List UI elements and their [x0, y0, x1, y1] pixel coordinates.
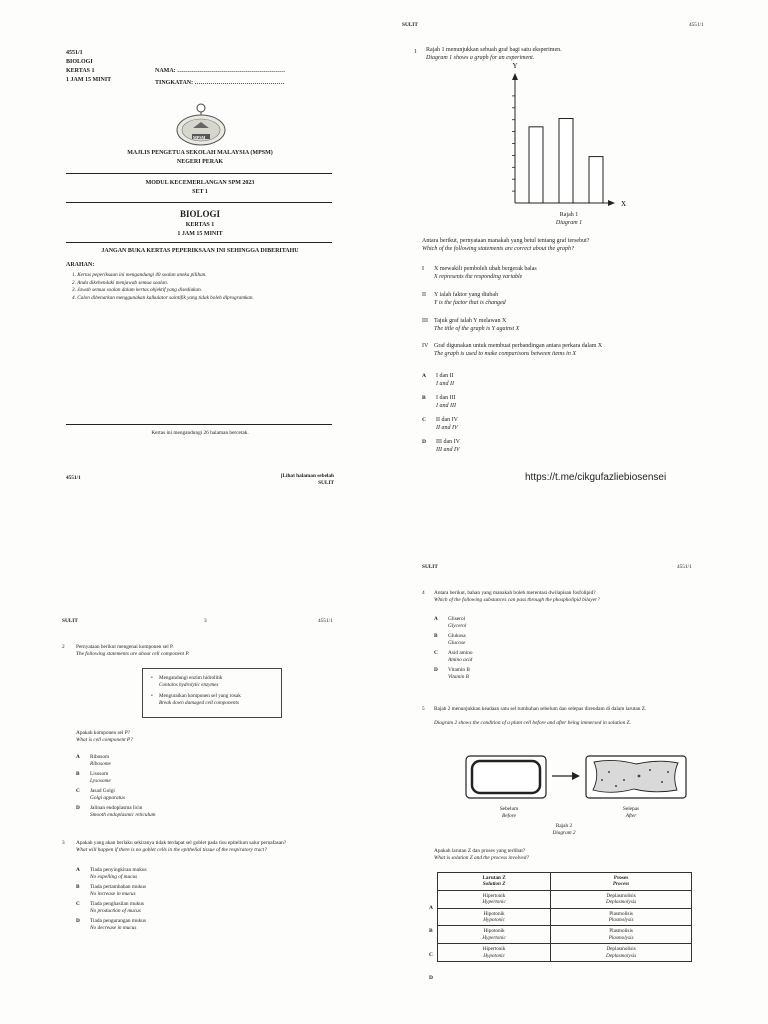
question-text: Rajah 1 menunjukkan sebuah graf bagi satu eksperimen. [426, 47, 562, 53]
header-code: 4551/1 [318, 618, 333, 624]
option-a[interactable] [422, 373, 454, 388]
main-paper: KERTAS 1 [185, 222, 215, 228]
option-letter: B [76, 884, 80, 890]
question-stem-en: What is solution Z and the process involved? [434, 855, 529, 861]
form-field: TINGKATAN: ……………………………………… [155, 80, 285, 86]
cell-text: Deplasmolisis [606, 892, 636, 899]
option-text: Tiada penghasilan mukus [90, 901, 144, 907]
bar-1 [529, 127, 543, 203]
option-text: Ribosom [90, 754, 110, 760]
divider [66, 242, 332, 243]
box-text-en: Contains hydrolytic enzymes [159, 681, 219, 688]
footer-code: 4551/1 [66, 475, 81, 481]
question-text-en: Diagram 2 shows the condition of a plant cell before and after being immersed in solution Z. [434, 720, 631, 726]
cell-text-en: Hypotonic [483, 917, 505, 924]
option-text: Tiada penyingkiran mukus [90, 867, 147, 873]
table-row[interactable] [438, 944, 692, 962]
option-text-en: No increase in mucus [90, 890, 136, 897]
cell-text: Plasmolisis [609, 928, 633, 935]
q2-option-b[interactable] [76, 771, 111, 784]
statement-number: IV [422, 343, 429, 349]
table-row[interactable] [438, 908, 692, 926]
cell-text-en: Hypertonic [482, 934, 506, 941]
answer-table [437, 872, 692, 962]
option-text-en: No production of mucus [90, 907, 141, 914]
box-item: • Mengandungi enzim hidrolitik Contains hydrolytic enzymes [151, 675, 273, 688]
page-question-1 [384, 0, 768, 512]
statement-text-en: X represents the responding variable [434, 273, 523, 280]
warning-text: JANGAN BUKA KERTAS PEPERIKSAAN INI SEHINGGA DIBERITAHU [101, 248, 299, 254]
before-label: Sebelum [499, 806, 519, 812]
cell-text-en: Deplasmolysis [605, 952, 637, 959]
q2-option-a[interactable] [76, 754, 111, 767]
x-axis-label: X [621, 200, 627, 208]
option-letter: D [422, 439, 427, 445]
option-letter: A [76, 867, 80, 873]
option-text: Gliserol [448, 616, 466, 622]
box-text-en: Break down damaged cell components [159, 699, 239, 706]
instruction-item: 3. Jawab semua soalan dalam kertas objektif yang disediakan. [72, 287, 202, 293]
paper-label: KERTAS 1 [66, 68, 95, 74]
statement-number: II [422, 292, 426, 298]
option-text-en: Amino acid [448, 656, 473, 663]
cell-text-en: Hypertonic [482, 899, 506, 906]
question-stem-en: Which of the following statements are correct about the graph? [422, 246, 575, 252]
divider [66, 173, 332, 174]
logo-text: MPSM [193, 135, 206, 140]
divider [66, 424, 332, 425]
question-number: 1 [414, 49, 417, 55]
question-text-en: What will happen if there is no goblet cells in the epithelial tissue of the respiratory tract? [76, 847, 267, 853]
question-text-en: Which of the following substances can pass through the phospholipid bilayer? [434, 597, 600, 603]
pages-note: Kertas ini mengandungi 26 halaman bercetak. [151, 430, 249, 436]
option-letter: A [422, 373, 427, 379]
option-text: Jalinan endoplasma licin [90, 805, 143, 811]
page-questions-2-3 [0, 512, 384, 1024]
option-letter: A [434, 616, 438, 622]
header-code: 4551/1 [677, 564, 692, 570]
option-text-en: No expelling of mucus [90, 873, 138, 880]
option-text-en: I and III [436, 402, 456, 409]
page-cover [0, 0, 384, 512]
name-field: NAMA: ……………………………………………… [155, 68, 286, 74]
option-text-en: II and IV [436, 424, 458, 431]
option-text-en: III and IV [436, 446, 460, 453]
statement-text: Y ialah faktor yang diubah [434, 292, 499, 298]
box-text: Mengandungi enzim hidrolitik [159, 675, 223, 681]
after-label-en: After [625, 813, 637, 819]
diagram-caption: Rajah 2 [555, 823, 573, 829]
bar-2 [559, 119, 573, 203]
statement-text: X mewakili pemboleh ubah bergerak balas [434, 266, 537, 272]
row-letter: B [429, 928, 433, 934]
x-axis-arrow [608, 200, 615, 206]
option-text: Asid amino [448, 650, 473, 656]
q2-option-d[interactable] [76, 805, 155, 818]
option-letter: D [434, 667, 438, 673]
table-row[interactable] [438, 926, 692, 944]
option-letter: D [76, 805, 80, 811]
option-text: I dan II [436, 373, 454, 379]
cell-text: Hipertonik [482, 946, 506, 953]
module-title: MODUL KECEMERLANGAN SPM 2023 [145, 180, 255, 186]
question-number: 5 [422, 706, 425, 712]
header-sulit: SULIT [402, 22, 418, 28]
state-name: NEGERI PERAK [176, 159, 224, 165]
bar-chart [484, 62, 634, 210]
table-row[interactable] [438, 890, 692, 908]
bar-3 [589, 157, 603, 203]
question-text: Rajah 2 menunjukkan keadaan satu sel tumbuhan sebelum dan selepas direndam di dalam larutan Z. [434, 706, 647, 712]
q4-option-c[interactable] [434, 650, 473, 663]
option-text: Tiada pengurangan mukus [90, 918, 147, 924]
set-label: SET 1 [192, 189, 208, 195]
option-letter: A [76, 754, 80, 760]
question-stem-en: What is cell component P? [76, 737, 133, 743]
q3-option-b[interactable] [76, 884, 146, 897]
option-text-en: I and II [436, 380, 454, 387]
question-stem: Antara berikut, pernyataan manakah yang betul tentang graf tersebut? [422, 238, 590, 244]
instruction-item: 2. Anda dikehendaki menjawab semua soalan. [72, 279, 169, 286]
option-text-en: Golgi apparatus [90, 794, 125, 801]
statement-i [422, 266, 537, 281]
statement-iii [422, 318, 519, 333]
instruction-item: 4. Calon dibenarkan menggunakan kalkulator saintifik yang tidak boleh diprogramkan. [72, 294, 254, 301]
before-label-en: Before [502, 813, 516, 819]
option-text: Lisosom [90, 771, 109, 777]
header-text-en: Solution Z [482, 881, 506, 888]
subject-label: BIOLOGI [66, 59, 93, 65]
page-number: 3 [204, 618, 207, 624]
box-item: • Menguraikan komponen sel yang rosak Break down damaged cell components [151, 693, 273, 706]
cell-text-en: Plasmolysis [608, 917, 634, 924]
q3-option-a[interactable] [76, 867, 147, 880]
q4-option-b[interactable] [434, 633, 466, 646]
cell-text: Hipotonik [483, 910, 505, 917]
option-letter: D [76, 918, 80, 924]
question-number: 4 [422, 590, 425, 596]
header-text: Proses [613, 875, 629, 881]
q2-option-c[interactable] [76, 788, 125, 801]
main-duration: 1 JAM 15 MINIT [177, 231, 223, 237]
option-letter: B [434, 633, 438, 639]
statement-text: Tajuk graf ialah Y melawan X [434, 318, 507, 324]
row-letter: A [429, 905, 433, 911]
q3-option-d[interactable] [76, 918, 146, 931]
paper-code: 4551/1 [66, 50, 83, 56]
option-d[interactable] [422, 439, 460, 454]
cell-after [586, 756, 686, 798]
box-text: Menguraikan komponen sel yang rosak [159, 693, 241, 700]
statement-text: Graf digunakan untuk membuat perbandingan antara perkara dalam X [434, 343, 603, 349]
option-text-en: Ribosome [90, 760, 111, 767]
option-letter: B [76, 771, 80, 777]
cell-text: Hipotonik [483, 928, 505, 935]
q4-option-d[interactable] [434, 667, 470, 680]
arrow-icon [552, 772, 580, 780]
q4-option-a[interactable] [434, 616, 466, 629]
y-axis-arrow [512, 73, 518, 80]
question-number: 3 [62, 840, 65, 846]
option-text-en: Vitamin B [448, 673, 469, 680]
question-text: Apakah yang akan berlaku sekiranya tidak terdapat sel goblet pada tisu epitelium salur pernafasan? [76, 840, 287, 846]
instructions-heading: ARAHAN: [66, 262, 95, 268]
cell-text: Plasmolisis [609, 910, 633, 917]
header-process [551, 873, 692, 891]
option-text: Glukosa [448, 633, 466, 639]
header-sulit: SULIT [62, 618, 78, 624]
question-text: Antara berikut, bahan yang manakah boleh merentasi dwilapisan fosfolipid? [434, 590, 596, 596]
option-b[interactable] [422, 395, 456, 410]
statement-text-en: The title of the graph is Y against X [434, 325, 520, 332]
cell-text: Hipertonik [482, 892, 506, 899]
diagram-caption-en: Diagram 2 [552, 830, 576, 836]
option-text-en: Smooth endoplasmic reticulum [90, 811, 156, 818]
footer-sulit: SULIT [318, 480, 334, 486]
cell-before [466, 756, 546, 798]
telegram-link[interactable]: https://t.me/cikgufazliebiosensei [525, 472, 667, 483]
statement-ii [422, 292, 506, 307]
header-sulit: SULIT [422, 564, 438, 570]
option-text-en: Glycerol [448, 622, 467, 629]
y-axis-label: Y [512, 62, 518, 70]
chart-caption: Rajah 1 [559, 212, 579, 218]
divider [66, 202, 332, 203]
cell-text-en: Deplasmolysis [605, 899, 637, 906]
statement-box [142, 668, 282, 718]
after-label: Selepas [622, 806, 640, 812]
question-stem: Apakah larutan Z dan proses yang terlibat? [434, 848, 526, 854]
question-number: 2 [62, 644, 65, 650]
header-text: Larutan Z [482, 875, 506, 881]
question-text-en: Diagram 1 shows a graph for an experiment. [426, 55, 535, 61]
statement-number: III [422, 318, 428, 324]
option-text: Tiada pertambahan mukus [90, 884, 146, 890]
table-header-row [438, 873, 692, 891]
header-text-en: Process [612, 881, 630, 888]
main-title: BIOLOGI [179, 209, 220, 219]
org-name: MAJLIS PENGETUA SEKOLAH MALAYSIA (MPSM) [127, 150, 273, 156]
option-text: III dan IV [436, 439, 460, 445]
option-text: Jasad Golgi [90, 788, 115, 794]
chart-caption-en: Diagram 1 [555, 220, 583, 226]
question-text-en: The following statements are about cell component P. [76, 651, 190, 657]
question-text: Pernyataan berikut mengenai komponen sel P. [76, 644, 174, 650]
row-letter: D [429, 975, 433, 981]
cell-text-en: Plasmolysis [608, 934, 634, 941]
option-letter: C [76, 788, 80, 794]
option-text-en: Lysosome [90, 777, 111, 784]
statement-iv [422, 343, 602, 358]
page-questions-4-5 [384, 512, 768, 1024]
option-letter: B [422, 395, 426, 401]
statement-number: I [422, 266, 424, 272]
q3-option-c[interactable] [76, 901, 144, 914]
header-solution [438, 873, 551, 891]
option-letter: C [434, 650, 438, 656]
option-c[interactable] [422, 417, 458, 432]
row-letter: C [429, 952, 433, 958]
cell-text-en: Hypotonic [483, 952, 505, 959]
option-text: II dan IV [436, 417, 458, 423]
instruction-item: 1. Kertas peperiksaan ini mengandungi 40 soalan aneka pilihan. [72, 272, 207, 278]
footer-next-page: [Lihat halaman sebelah [280, 473, 334, 479]
option-text-en: No decrease in mucus [90, 924, 137, 931]
plant-cell-diagram [464, 750, 689, 805]
statement-text-en: The graph is used to make comparisons between items in X [434, 350, 576, 357]
statement-text-en: Y is the factor that is changed [434, 299, 506, 306]
option-letter: C [76, 901, 80, 907]
question-stem: Apakah komponen sel P? [76, 730, 130, 736]
option-letter: C [422, 417, 427, 423]
cell-text: Deplasmolisis [606, 946, 636, 953]
duration-label: 1 JAM 15 MINIT [66, 77, 112, 83]
header-code: 4551/1 [689, 22, 704, 28]
option-text: Vitamin B [448, 667, 470, 673]
option-text-en: Glucose [448, 639, 466, 646]
instructions-list [72, 272, 334, 302]
option-text: I dan III [436, 395, 456, 401]
